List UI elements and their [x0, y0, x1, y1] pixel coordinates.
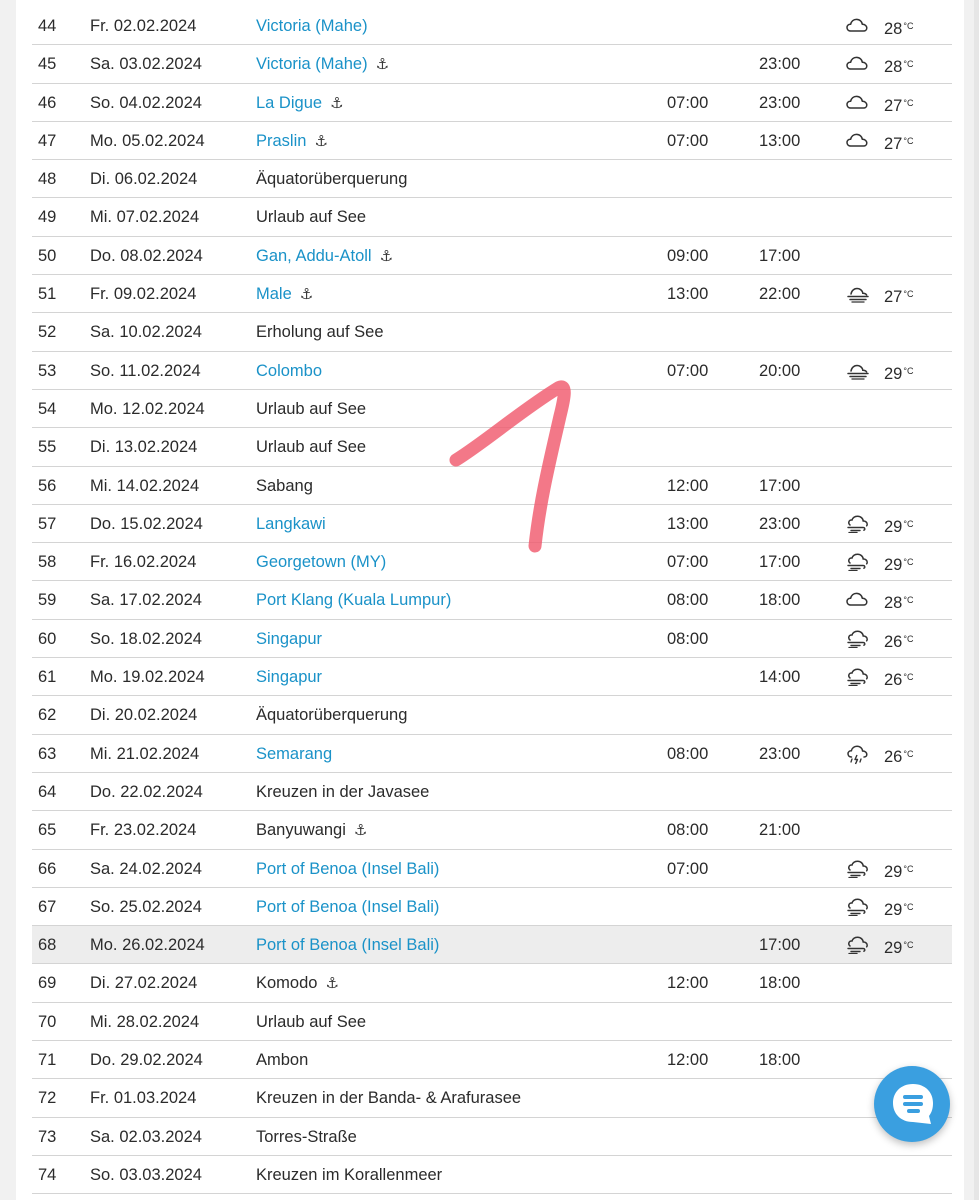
port-label: Langkawi	[256, 514, 326, 533]
day-date: Sa. 03.02.2024	[90, 55, 202, 74]
cloud-icon	[846, 55, 870, 73]
port-link[interactable]	[256, 581, 451, 619]
arrival-time: 12:00	[667, 974, 709, 993]
chat-button[interactable]	[874, 1066, 950, 1142]
port-label: Banyuwangi	[256, 821, 346, 840]
port-label: Semarang	[256, 744, 333, 763]
port-label: Georgetown (MY)	[256, 553, 387, 572]
day-date: Fr. 23.02.2024	[90, 821, 197, 840]
port-link[interactable]	[256, 888, 439, 926]
itinerary-row	[32, 1003, 952, 1041]
departure-time: 17:00	[759, 936, 801, 955]
port-name	[256, 811, 367, 850]
temperature-unit: °C	[903, 97, 914, 108]
arrival-time: 08:00	[667, 591, 709, 610]
itinerary-row	[32, 352, 952, 390]
temperature	[884, 735, 913, 776]
temperature-value: 29	[884, 517, 903, 536]
departure-time: 17:00	[759, 246, 801, 265]
anchor-icon: ⚓	[379, 247, 394, 265]
departure-time: 21:00	[759, 821, 801, 840]
port-name	[256, 198, 366, 236]
scrollbar[interactable]	[974, 0, 979, 1200]
port-label: Urlaub auf See	[256, 399, 367, 418]
arrival-time: 08:00	[667, 821, 709, 840]
day-number: 59	[38, 591, 57, 610]
day-number: 58	[38, 553, 57, 572]
cloud-icon	[846, 17, 870, 35]
day-number: 61	[38, 668, 57, 687]
port-label: Kreuzen in der Javasee	[256, 782, 430, 801]
temperature-value: 27	[884, 134, 903, 153]
day-date: Do. 22.02.2024	[90, 782, 203, 801]
day-number: 50	[38, 246, 57, 265]
day-date: Sa. 17.02.2024	[90, 591, 202, 610]
port-label: Praslin	[256, 131, 307, 150]
day-number: 71	[38, 1051, 57, 1070]
cloud-wind-icon	[846, 553, 870, 571]
temperature-unit: °C	[903, 557, 914, 568]
temperature-value: 26	[884, 632, 903, 651]
port-name	[256, 313, 384, 351]
itinerary-row	[32, 390, 952, 428]
temperature	[884, 926, 913, 967]
port-label: Gan, Addu-Atoll	[256, 246, 372, 265]
port-label: Erholung auf See	[256, 323, 384, 342]
day-date: Sa. 24.02.2024	[90, 859, 202, 878]
cloud-wind-icon	[846, 898, 870, 916]
temperature-unit: °C	[903, 863, 914, 874]
itinerary-row	[32, 811, 952, 849]
temperature-unit: °C	[903, 940, 914, 951]
cloud-wind-icon	[846, 668, 870, 686]
departure-time: 22:00	[759, 285, 801, 304]
day-number: 72	[38, 1089, 57, 1108]
port-link[interactable]	[256, 45, 389, 84]
day-number: 51	[38, 285, 57, 304]
arrival-time: 13:00	[667, 514, 709, 533]
day-date: So. 03.03.2024	[90, 1165, 202, 1184]
day-date: Do. 08.02.2024	[90, 246, 203, 265]
temperature-unit: °C	[903, 21, 914, 31]
day-date: Fr. 16.02.2024	[90, 553, 197, 572]
day-number: 54	[38, 399, 57, 418]
day-date: Sa. 10.02.2024	[90, 323, 202, 342]
departure-time: 18:00	[759, 1051, 801, 1070]
day-number: 46	[38, 93, 57, 112]
day-date: Mo. 26.02.2024	[90, 936, 205, 955]
port-name	[256, 160, 407, 198]
temperature	[884, 543, 913, 584]
day-date: Fr. 01.03.2024	[90, 1089, 197, 1108]
temperature-value: 27	[884, 288, 903, 307]
itinerary-row	[32, 7, 952, 45]
port-label: Victoria (Mahe)	[256, 17, 368, 35]
chat-icon	[889, 1080, 937, 1128]
temperature-value: 26	[884, 671, 903, 690]
itinerary-row	[32, 850, 952, 888]
day-date: Mo. 05.02.2024	[90, 131, 205, 150]
temperature	[884, 505, 913, 546]
day-number: 48	[38, 170, 57, 189]
port-label: Sabang	[256, 476, 313, 495]
temperature-unit: °C	[903, 748, 914, 759]
departure-time: 23:00	[759, 93, 801, 112]
day-number: 44	[38, 17, 57, 35]
arrival-time: 12:00	[667, 476, 709, 495]
temperature-unit: °C	[903, 59, 914, 70]
port-label: Port of Benoa (Insel Bali)	[256, 859, 440, 878]
temperature-unit: °C	[903, 672, 914, 683]
itinerary-card	[16, 0, 964, 1200]
itinerary-row	[32, 1079, 952, 1117]
port-label: Äquatorüberquerung	[256, 706, 408, 725]
day-date: Mi. 07.02.2024	[90, 208, 200, 227]
departure-time: 17:00	[759, 476, 801, 495]
day-number: 74	[38, 1165, 57, 1184]
port-link[interactable]	[256, 7, 368, 45]
port-label: Urlaub auf See	[256, 438, 367, 457]
day-number: 64	[38, 782, 57, 801]
day-number: 45	[38, 55, 57, 74]
day-number: 47	[38, 131, 57, 150]
temperature	[884, 84, 913, 125]
day-number: 65	[38, 821, 57, 840]
day-date: So. 11.02.2024	[90, 361, 201, 380]
itinerary-table	[32, 7, 952, 1194]
temperature	[884, 45, 913, 86]
port-link[interactable]	[256, 926, 439, 964]
port-link[interactable]	[256, 543, 386, 581]
port-link[interactable]	[256, 84, 344, 123]
departure-time: 23:00	[759, 55, 801, 74]
temperature	[884, 7, 913, 48]
itinerary-row	[32, 1118, 952, 1156]
anchor-icon: ⚓	[375, 56, 390, 74]
arrival-time: 07:00	[667, 553, 709, 572]
port-label: Port of Benoa (Insel Bali)	[256, 897, 440, 916]
anchor-icon: ⚓	[299, 286, 314, 304]
itinerary-row	[32, 888, 952, 926]
itinerary-row	[32, 543, 952, 581]
arrival-time: 09:00	[667, 246, 709, 265]
itinerary-row	[32, 505, 952, 543]
day-date: So. 04.02.2024	[90, 93, 202, 112]
cloud-icon	[846, 94, 870, 112]
port-name	[256, 964, 339, 1003]
day-number: 62	[38, 706, 57, 725]
port-name	[256, 390, 366, 428]
day-date: Sa. 02.03.2024	[90, 1127, 202, 1146]
day-date: So. 18.02.2024	[90, 629, 202, 648]
temperature-value: 28	[884, 58, 903, 77]
arrival-time: 07:00	[667, 859, 709, 878]
port-label: Ambon	[256, 1051, 309, 1070]
day-number: 60	[38, 629, 57, 648]
itinerary-row	[32, 773, 952, 811]
anchor-icon: ⚓	[330, 94, 344, 112]
departure-time: 17:00	[759, 553, 801, 572]
port-label: Äquatorüberquerung	[256, 170, 408, 189]
port-link[interactable]	[256, 658, 322, 696]
cloud-wind-icon	[846, 860, 870, 878]
anchor-icon: ⚓	[314, 132, 328, 150]
day-date: Di. 13.02.2024	[90, 438, 198, 457]
arrival-time: 07:00	[667, 131, 709, 150]
port-label: Urlaub auf See	[256, 1012, 367, 1031]
port-name	[256, 696, 407, 734]
temperature	[884, 658, 913, 699]
temperature	[884, 352, 913, 393]
port-name	[256, 1079, 521, 1117]
departure-time: 23:00	[759, 744, 801, 763]
itinerary-row	[32, 160, 952, 198]
port-link[interactable]	[256, 237, 393, 276]
port-name	[256, 773, 429, 811]
day-number: 57	[38, 514, 57, 533]
temperature-value: 29	[884, 939, 903, 958]
itinerary-row	[32, 198, 952, 236]
itinerary-row	[32, 1041, 952, 1079]
itinerary-row	[32, 735, 952, 773]
itinerary-row	[32, 696, 952, 734]
itinerary-row	[32, 237, 952, 275]
cloud-icon	[846, 132, 870, 150]
port-label: La Digue	[256, 93, 323, 112]
port-label: Komodo	[256, 974, 318, 993]
port-label: Kreuzen in der Banda- & Arafurasee	[256, 1089, 522, 1108]
cloud-wind-icon	[846, 936, 870, 954]
day-date: Do. 29.02.2024	[90, 1051, 203, 1070]
day-date: Fr. 02.02.2024	[90, 17, 197, 35]
cloud-wind-icon	[846, 515, 870, 533]
itinerary-row	[32, 275, 952, 313]
temperature-unit: °C	[903, 135, 914, 146]
day-date: Di. 27.02.2024	[90, 974, 198, 993]
port-label: Kreuzen im Korallenmeer	[256, 1165, 443, 1184]
port-name	[256, 1003, 366, 1041]
day-number: 49	[38, 208, 57, 227]
port-label: Colombo	[256, 361, 323, 380]
departure-time: 20:00	[759, 361, 801, 380]
port-name	[256, 428, 366, 466]
arrival-time: 07:00	[667, 93, 709, 112]
itinerary-row	[32, 581, 952, 619]
temperature	[884, 275, 913, 316]
temperature-unit: °C	[903, 365, 914, 376]
temperature-value: 28	[884, 20, 903, 38]
temperature	[884, 850, 913, 891]
itinerary-row	[32, 926, 952, 964]
arrival-time: 12:00	[667, 1051, 709, 1070]
port-name	[256, 1156, 442, 1194]
day-date: So. 25.02.2024	[90, 897, 202, 916]
port-label: Singapur	[256, 629, 323, 648]
temperature	[884, 122, 913, 163]
arrival-time: 08:00	[667, 629, 709, 648]
day-number: 56	[38, 476, 57, 495]
itinerary-row	[32, 313, 952, 351]
day-date: Mi. 14.02.2024	[90, 476, 200, 495]
departure-time: 18:00	[759, 591, 801, 610]
port-label: Port Klang (Kuala Lumpur)	[256, 591, 452, 610]
itinerary-row	[32, 84, 952, 122]
port-name	[256, 1041, 308, 1079]
temperature-unit: °C	[903, 518, 914, 529]
port-label: Victoria (Mahe)	[256, 55, 368, 74]
day-date: Mo. 12.02.2024	[90, 399, 205, 418]
day-number: 53	[38, 361, 57, 380]
day-number: 70	[38, 1012, 57, 1031]
day-date: Mi. 28.02.2024	[90, 1012, 200, 1031]
temperature-value: 29	[884, 364, 903, 383]
temperature-value: 29	[884, 862, 903, 881]
port-name	[256, 467, 313, 505]
day-number: 73	[38, 1127, 57, 1146]
itinerary-row	[32, 122, 952, 160]
port-link[interactable]	[256, 122, 328, 161]
temperature-value: 28	[884, 594, 903, 613]
temperature-value: 27	[884, 96, 903, 115]
port-link[interactable]	[256, 620, 322, 658]
port-label: Singapur	[256, 668, 323, 687]
day-date: Mo. 19.02.2024	[90, 668, 205, 687]
day-number: 66	[38, 859, 57, 878]
port-label: Torres-Straße	[256, 1127, 357, 1146]
temperature-unit: °C	[903, 901, 914, 912]
haze-icon	[846, 285, 870, 303]
temperature-value: 29	[884, 900, 903, 919]
day-date: Mi. 21.02.2024	[90, 744, 200, 763]
itinerary-row	[32, 467, 952, 505]
departure-time: 13:00	[759, 131, 801, 150]
temperature-value: 26	[884, 747, 903, 766]
temperature-unit: °C	[903, 595, 914, 606]
temperature-unit: °C	[903, 633, 914, 644]
day-number: 68	[38, 936, 57, 955]
port-link[interactable]	[256, 352, 322, 390]
temperature-unit: °C	[903, 289, 914, 300]
day-number: 63	[38, 744, 57, 763]
arrival-time: 08:00	[667, 744, 709, 763]
day-date: Do. 15.02.2024	[90, 514, 203, 533]
itinerary-row	[32, 964, 952, 1002]
departure-time: 14:00	[759, 668, 801, 687]
departure-time: 18:00	[759, 974, 801, 993]
anchor-icon: ⚓	[325, 975, 339, 993]
port-name	[256, 1118, 357, 1156]
port-label: Urlaub auf See	[256, 208, 367, 227]
day-number: 67	[38, 897, 57, 916]
day-number: 55	[38, 438, 57, 457]
cloud-icon	[846, 591, 870, 609]
port-link[interactable]	[256, 850, 439, 888]
temperature	[884, 581, 913, 622]
port-link[interactable]	[256, 275, 313, 314]
day-date: Fr. 09.02.2024	[90, 285, 197, 304]
temperature-value: 29	[884, 556, 903, 575]
day-date: Di. 20.02.2024	[90, 706, 198, 725]
port-link[interactable]	[256, 505, 326, 543]
day-number: 69	[38, 974, 57, 993]
port-link[interactable]	[256, 735, 332, 773]
anchor-icon: ⚓	[353, 822, 368, 840]
day-number: 52	[38, 323, 57, 342]
temperature	[884, 888, 913, 929]
itinerary-row	[32, 658, 952, 696]
itinerary-row	[32, 428, 952, 466]
cloud-wind-icon	[846, 630, 870, 648]
departure-time: 23:00	[759, 514, 801, 533]
itinerary-row	[32, 1156, 952, 1194]
arrival-time: 07:00	[667, 361, 709, 380]
arrival-time: 13:00	[667, 285, 709, 304]
haze-icon	[846, 362, 870, 380]
port-label: Male	[256, 285, 292, 304]
itinerary-row	[32, 45, 952, 83]
temperature	[884, 620, 913, 661]
itinerary-row	[32, 620, 952, 658]
thunderstorm-icon	[846, 745, 870, 763]
day-date: Di. 06.02.2024	[90, 170, 198, 189]
port-label: Port of Benoa (Insel Bali)	[256, 936, 440, 955]
